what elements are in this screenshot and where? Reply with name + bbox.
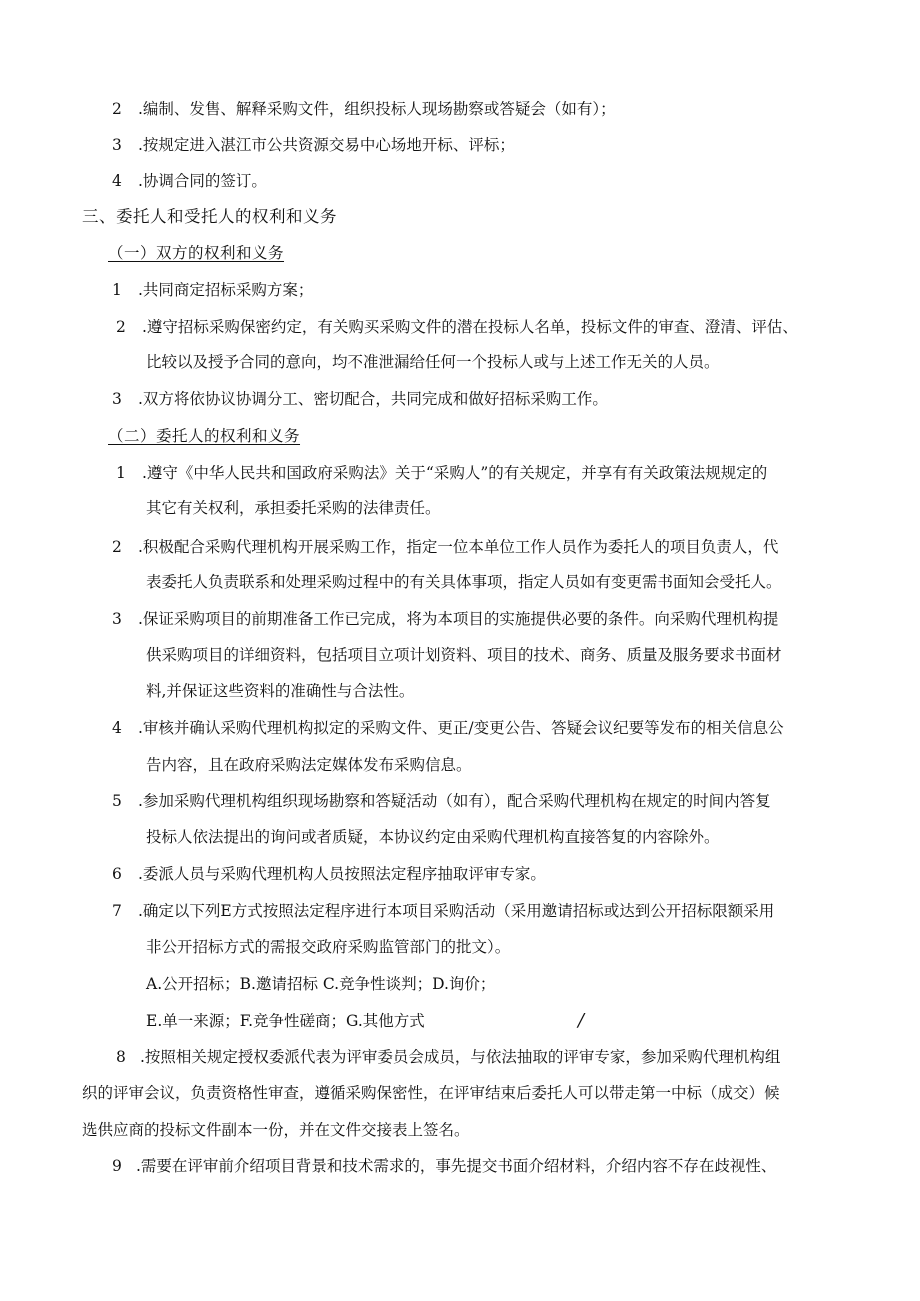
subsection-heading-1: （一）双方的权利和义务 xyxy=(108,244,285,262)
list-item xyxy=(112,99,616,119)
list-item-continuation: 投标人依法提出的询问或者质疑，本协议约定由采购代理机构直接答复的内容除外。 xyxy=(146,828,720,846)
list-item-continuation: 比较以及授予合同的意向，均不准泄漏给任何一个投标人或与上述工作无关的人员。 xyxy=(146,353,720,371)
item-number: 5 xyxy=(112,792,122,810)
item-number: 1 xyxy=(116,464,126,482)
method-options-line-1: A.公开招标；B.邀请招标 C.竞争性谈判；D.询价； xyxy=(146,975,496,993)
list-item-continuation: 其它有关权利，承担委托采购的法律责任。 xyxy=(146,499,441,517)
item-text: .参加采购代理机构组织现场勘察和答疑活动（如有），配合采购代理机构在规定的时间内答复 xyxy=(138,792,771,810)
list-item-continuation: 选供应商的投标文件副本一份，并在文件交接表上签名。 xyxy=(82,1121,470,1139)
item-text: .需要在评审前介绍项目背景和技术需求的，事先提交书面介绍材料，介绍内容不存在歧视性、 xyxy=(136,1157,777,1175)
list-item xyxy=(116,463,767,483)
list-item xyxy=(112,389,608,409)
subsection-heading-2: （二）委托人的权利和义务 xyxy=(108,427,301,445)
item-number: 6 xyxy=(112,865,122,883)
list-item-continuation: 料,并保证这些资料的准确性与合法性。 xyxy=(146,682,415,700)
list-item-continuation: 表委托人负责联系和处理采购过程中的有关具体事项，指定人员如有变更需书面知会受托人。 xyxy=(146,573,782,591)
item-text: .保证采购项目的前期准备工作已完成，将为本项目的实施提供必要的条件。向采购代理机构提 xyxy=(138,610,779,628)
list-item xyxy=(112,718,784,738)
method-options-line-2: E.单一来源；F.竞争性磋商；G.其他方式 xyxy=(146,1012,425,1030)
item-number: 2 xyxy=(116,318,126,336)
item-text: .积极配合采购代理机构开展采购工作，指定一位本单位工作人员作为委托人的项目负责人，代 xyxy=(138,538,779,556)
item-number: 2 xyxy=(112,100,122,118)
item-text: .按照相关规定授权委派代表为评审委员会成员，与依法抽取的评审专家，参加采购代理机构组 xyxy=(140,1048,781,1066)
list-item xyxy=(112,171,267,191)
list-item-continuation: 非公开招标方式的需报交政府采购监管部门的批文）。 xyxy=(146,938,511,956)
item-number: 4 xyxy=(112,172,122,190)
list-item xyxy=(112,280,313,300)
item-number: 2 xyxy=(112,538,122,556)
section-heading: 三、委托人和受托人的权利和义务 xyxy=(82,207,337,226)
item-number: 1 xyxy=(112,281,122,299)
list-item xyxy=(116,317,798,337)
list-item-continuation: 告内容，且在政府采购法定媒体发布采购信息。 xyxy=(146,756,472,774)
item-number: 3 xyxy=(112,136,122,154)
list-item xyxy=(112,609,778,629)
item-text: .编制、发售、解释采购文件，组织投标人现场勘察或答疑会（如有）； xyxy=(138,100,616,118)
item-number: 8 xyxy=(116,1048,126,1066)
list-item xyxy=(112,791,771,811)
item-number: 7 xyxy=(112,902,122,920)
item-text: .协调合同的签订。 xyxy=(138,172,267,190)
item-text: .共同商定招标采购方案； xyxy=(138,281,314,299)
item-number: 3 xyxy=(112,390,122,408)
handwritten-slash-mark: / xyxy=(578,1010,585,1031)
item-text: .审核并确认采购代理机构拟定的采购文件、更正/变更公告、答疑会议纪要等发布的相关信息公 xyxy=(138,719,784,737)
list-item xyxy=(112,537,778,557)
list-item xyxy=(112,1156,776,1176)
list-item-continuation: 织的评审会议，负责资格性审查，遵循采购保密性，在评审结束后委托人可以带走第一中标（成交）候 xyxy=(82,1084,780,1102)
item-text: .确定以下列E方式按照法定程序进行本项目采购活动（采用邀请招标或达到公开招标限额采用 xyxy=(138,902,775,920)
item-text: .委派人员与采购代理机构人员按照法定程序抽取评审专家。 xyxy=(138,865,546,883)
item-text: .按规定进入湛江市公共资源交易中心场地开标、评标； xyxy=(138,136,515,154)
item-text: .双方将依协议协调分工、密切配合，共同完成和做好招标采购工作。 xyxy=(138,390,608,408)
item-text: .遵守招标采购保密约定，有关购买采购文件的潜在投标人名单，投标文件的审查、澄清、评估、 xyxy=(142,318,798,336)
item-number: 4 xyxy=(112,719,122,737)
list-item xyxy=(112,864,546,884)
item-number: 3 xyxy=(112,610,122,628)
item-text: .遵守《中华人民共和国政府采购法》关于“采购人”的有关规定，并享有有关政策法规规定的 xyxy=(142,464,768,482)
list-item-continuation: 供采购项目的详细资料，包括项目立项计划资料、项目的技术、商务、质量及服务要求书面材 xyxy=(146,646,782,664)
item-number: 9 xyxy=(112,1157,122,1175)
list-item xyxy=(116,1047,780,1067)
list-item xyxy=(112,901,774,921)
list-item xyxy=(112,135,515,155)
